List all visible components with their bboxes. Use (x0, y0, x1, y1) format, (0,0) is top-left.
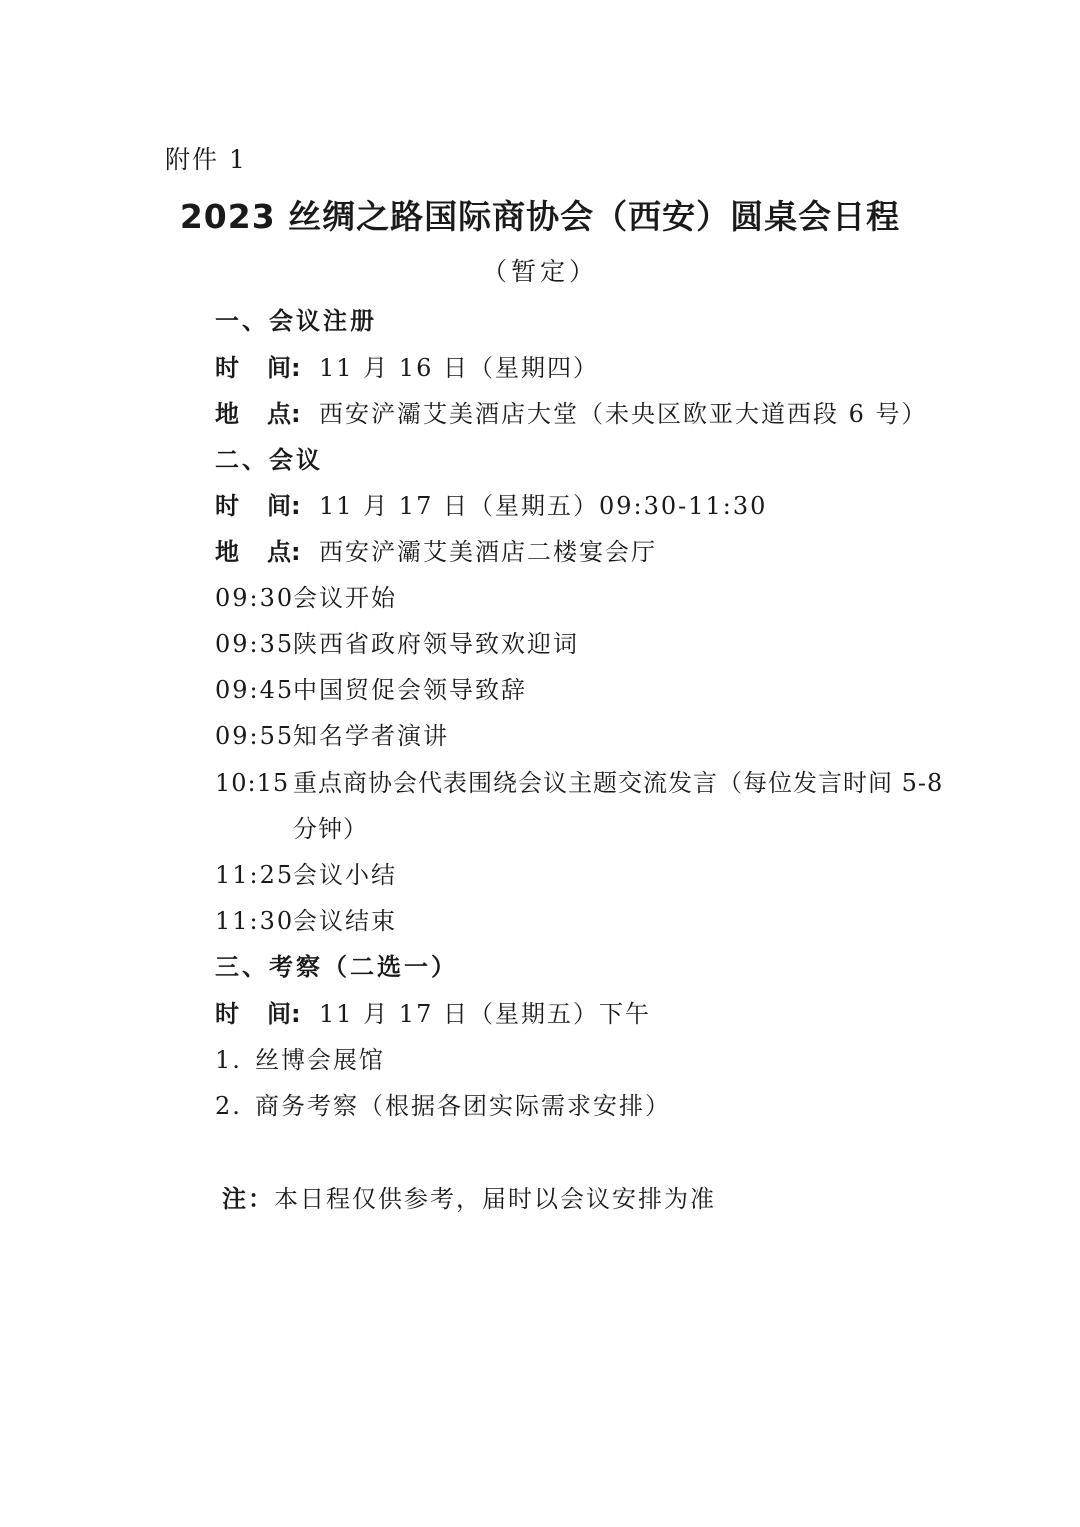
agenda-time: 10:15 (215, 769, 290, 797)
agenda-item (215, 859, 397, 891)
agenda-text: 重点商协会代表围绕会议主题交流发言（每位发言时间 5-8 (293, 769, 944, 797)
time-key: 时 间: (215, 1000, 301, 1028)
section-registration-heading: 一、会议注册 (215, 307, 377, 335)
registration-place-value: 西安浐灞艾美酒店大堂（未央区欧亚大道西段 6 号） (319, 400, 928, 428)
agenda-text: 知名学者演讲 (293, 722, 449, 750)
attachment-label: 附件 1 (165, 145, 247, 174)
agenda-item (215, 767, 944, 843)
section-meeting-heading: 二、会议 (215, 446, 323, 474)
inspection-option (215, 1090, 671, 1122)
meeting-time-row (215, 490, 767, 522)
option-number: 1. (215, 1046, 242, 1074)
inspection-time-value: 11 月 17 日（星期五）下午 (319, 1000, 651, 1028)
agenda-text-continuation: 分钟） (293, 815, 368, 843)
agenda-text: 中国贸促会领导致辞 (293, 676, 527, 704)
meeting-place-value: 西安浐灞艾美酒店二楼宴会厅 (319, 538, 657, 566)
agenda-item (215, 628, 579, 660)
footnote-text: 本日程仅供参考，届时以会议安排为准 (274, 1185, 716, 1213)
agenda-text: 会议结束 (293, 907, 397, 935)
time-key: 时 间: (215, 492, 301, 520)
agenda-item (215, 720, 449, 752)
footnote-label: 注： (222, 1185, 274, 1213)
agenda-time: 09:35 (215, 630, 295, 658)
inspection-time-row (215, 998, 651, 1030)
agenda-item (215, 905, 397, 937)
agenda-time: 09:55 (215, 722, 295, 750)
document-subtitle: （暂定） (481, 257, 598, 286)
document-title: 2023 丝绸之路国际商协会（西安）圆桌会日程 (179, 197, 901, 236)
agenda-time: 09:30 (215, 584, 295, 612)
agenda-time: 11:25 (215, 861, 295, 889)
agenda-text: 陕西省政府领导致欢迎词 (293, 630, 579, 658)
time-key: 时 间: (215, 354, 301, 382)
agenda-time: 09:45 (215, 676, 295, 704)
agenda-item (215, 582, 397, 614)
option-text: 丝博会展馆 (255, 1046, 385, 1074)
agenda-item (215, 674, 527, 706)
section-inspection-heading: 三、考察（二选一） (215, 953, 458, 981)
agenda-text: 会议开始 (293, 584, 397, 612)
option-number: 2. (215, 1092, 242, 1120)
registration-time-row (215, 352, 599, 384)
agenda-text: 会议小结 (293, 861, 397, 889)
registration-time-value: 11 月 16 日（星期四） (319, 354, 599, 382)
agenda-time: 11:30 (215, 907, 295, 935)
inspection-option (215, 1044, 385, 1076)
footnote (222, 1183, 716, 1215)
registration-place-row (215, 398, 928, 430)
place-key: 地 点: (215, 538, 301, 566)
meeting-place-row (215, 536, 657, 568)
place-key: 地 点: (215, 400, 301, 428)
meeting-time-value: 11 月 17 日（星期五）09:30-11:30 (319, 492, 768, 520)
option-text: 商务考察（根据各团实际需求安排） (255, 1092, 671, 1120)
